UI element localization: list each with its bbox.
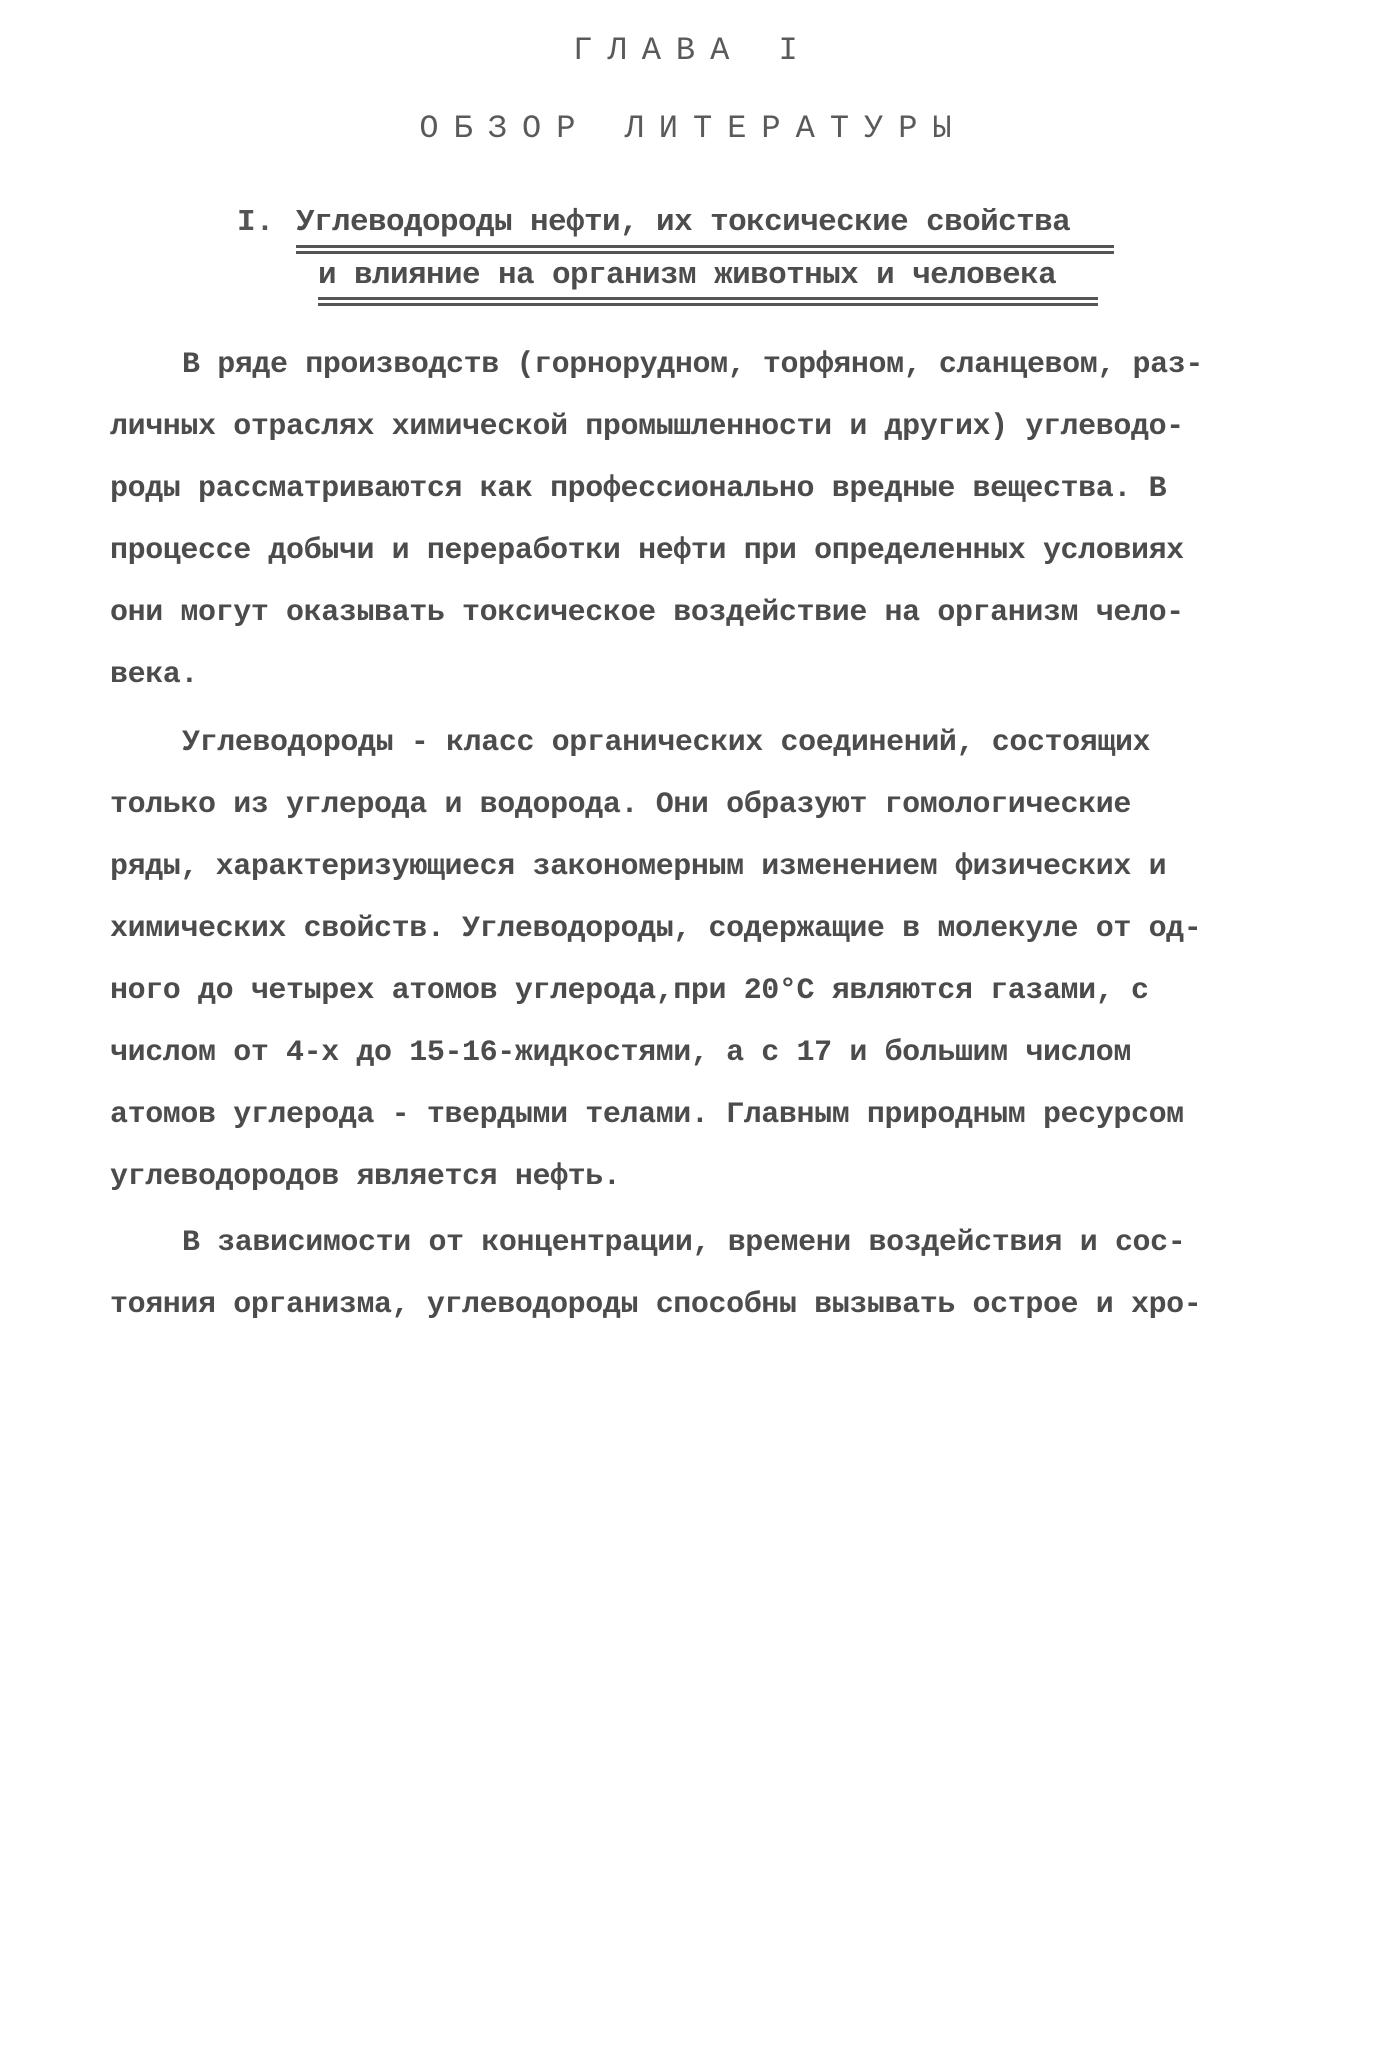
paragraph-2-line: атомов углерода - твердыми телами. Главным природным ресурсом	[110, 1098, 1184, 1132]
section-title-line-1: Углеводороды нефти, их токсические свойства	[296, 205, 1071, 240]
paragraph-1-line: роды рассматриваются как профессионально вредные вещества. В	[110, 472, 1167, 506]
paragraph-1-line: они могут оказывать токсическое воздействие на организм чело-	[110, 596, 1184, 630]
paragraph-3-line: В зависимости от концентрации, времени воздействия и сос-	[182, 1226, 1186, 1260]
paragraph-2-line: ного до четырех атомов углерода,при 20°С являются газами, с	[110, 974, 1149, 1008]
chapter-heading: ГЛАВА I	[573, 32, 813, 69]
paragraph-3-line: тояния организма, углеводороды способны вызывать острое и хро-	[110, 1288, 1202, 1322]
section-title-underline	[318, 297, 1098, 300]
paragraph-2-line: только из углерода и водорода. Они образуют гомологические	[110, 788, 1131, 822]
paragraph-2-line: Углеводороды - класс органических соединений, состоящих	[182, 726, 1151, 760]
paragraph-2-line: числом от 4-х до 15-16-жидкостями, а с 17 и большим числом	[110, 1036, 1131, 1070]
section-title-underline	[318, 303, 1098, 306]
paragraph-2-line: химических свойств. Углеводороды, содержащие в молекуле от од-	[110, 912, 1202, 946]
paragraph-1-line: процессе добычи и переработки нефти при определенных условиях	[110, 534, 1184, 568]
paragraph-1-line: века.	[110, 658, 199, 692]
paragraph-1-line: В ряде производств (горнорудном, торфяном, сланцевом, раз-	[182, 348, 1203, 382]
paragraph-2-line: углеводородов является нефть.	[110, 1160, 621, 1194]
section-title-underline	[296, 251, 1114, 254]
section-number: I.	[237, 205, 275, 240]
paragraph-1-line: личных отраслях химической промышленности и других) углеводо-	[110, 410, 1184, 444]
section-title-line-2: и влияние на организм животных и человека	[318, 258, 1057, 293]
section-title-underline	[296, 245, 1114, 248]
chapter-title: ОБЗОР ЛИТЕРАТУРЫ	[419, 110, 967, 147]
paragraph-2-line: ряды, характеризующиеся закономерным изменением физических и	[110, 850, 1167, 884]
